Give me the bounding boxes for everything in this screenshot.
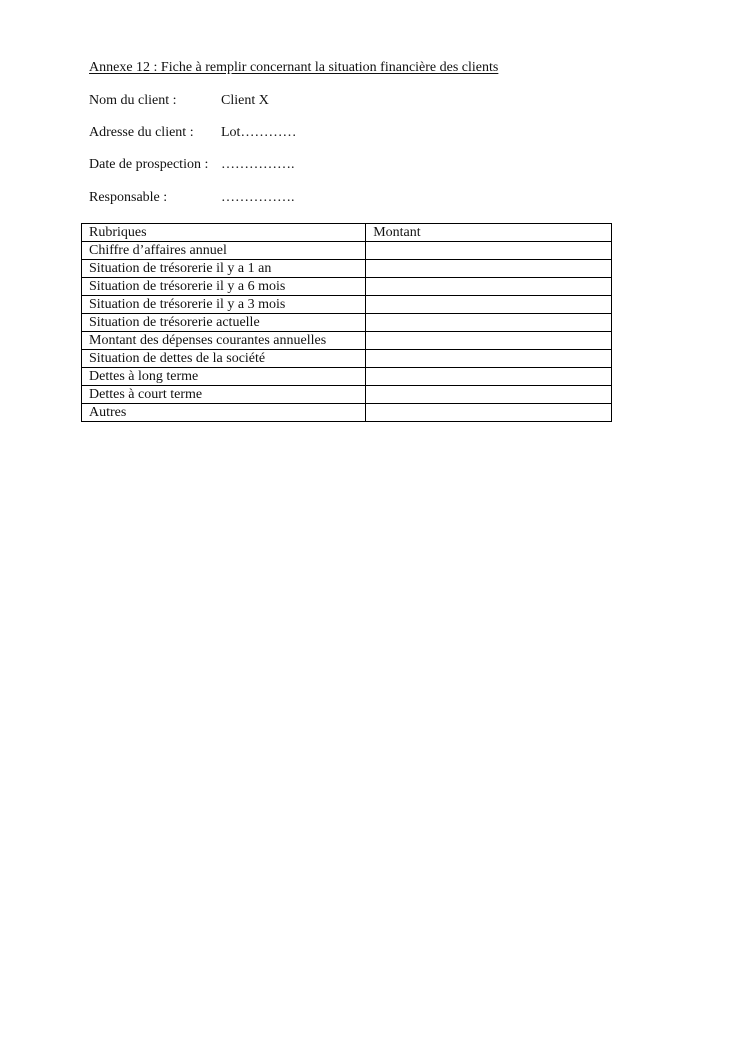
montant-cell <box>366 332 612 350</box>
montant-cell <box>366 260 612 278</box>
field-label: Responsable : <box>89 190 168 205</box>
field-adresse-du-client <box>89 125 296 141</box>
table-row <box>82 278 612 296</box>
field-value: Client X <box>221 93 269 108</box>
field-date-de-prospection <box>89 157 295 173</box>
montant-cell <box>366 242 612 260</box>
table-header-row <box>82 224 612 242</box>
montant-cell <box>366 278 612 296</box>
rubrique-cell: Chiffre d’affaires annuel <box>82 242 366 260</box>
header-rubriques: Rubriques <box>82 224 366 242</box>
financial-situation-table <box>81 223 612 422</box>
table-row <box>82 332 612 350</box>
table-row <box>82 404 612 422</box>
table-row <box>82 368 612 386</box>
rubrique-cell: Dettes à court terme <box>82 386 366 404</box>
montant-cell <box>366 314 612 332</box>
montant-cell <box>366 386 612 404</box>
rubrique-cell: Situation de trésorerie il y a 1 an <box>82 260 366 278</box>
field-label: Date de prospection : <box>89 157 209 172</box>
rubrique-cell: Situation de trésorerie il y a 6 mois <box>82 278 366 296</box>
rubrique-cell: Dettes à long terme <box>82 368 366 386</box>
montant-cell <box>366 296 612 314</box>
table-row <box>82 314 612 332</box>
field-value: ……………. <box>221 157 295 172</box>
rubrique-cell: Montant des dépenses courantes annuelles <box>82 332 366 350</box>
field-value: ……………. <box>221 190 295 205</box>
table-row <box>82 386 612 404</box>
montant-cell <box>366 368 612 386</box>
field-value: Lot………… <box>221 125 297 140</box>
field-responsable <box>89 190 295 206</box>
header-montant: Montant <box>366 224 612 242</box>
table-row <box>82 242 612 260</box>
document-title: Annexe 12 : Fiche à remplir concernant la situation financière des clients <box>89 60 499 75</box>
rubrique-cell: Situation de trésorerie actuelle <box>82 314 366 332</box>
table-row <box>82 260 612 278</box>
table-row <box>82 350 612 368</box>
table-row <box>82 296 612 314</box>
field-label: Nom du client : <box>89 93 177 108</box>
montant-cell <box>366 404 612 422</box>
rubrique-cell: Autres <box>82 404 366 422</box>
field-nom-du-client <box>89 93 269 109</box>
rubrique-cell: Situation de trésorerie il y a 3 mois <box>82 296 366 314</box>
field-label: Adresse du client : <box>89 125 194 140</box>
rubrique-cell: Situation de dettes de la société <box>82 350 366 368</box>
montant-cell <box>366 350 612 368</box>
